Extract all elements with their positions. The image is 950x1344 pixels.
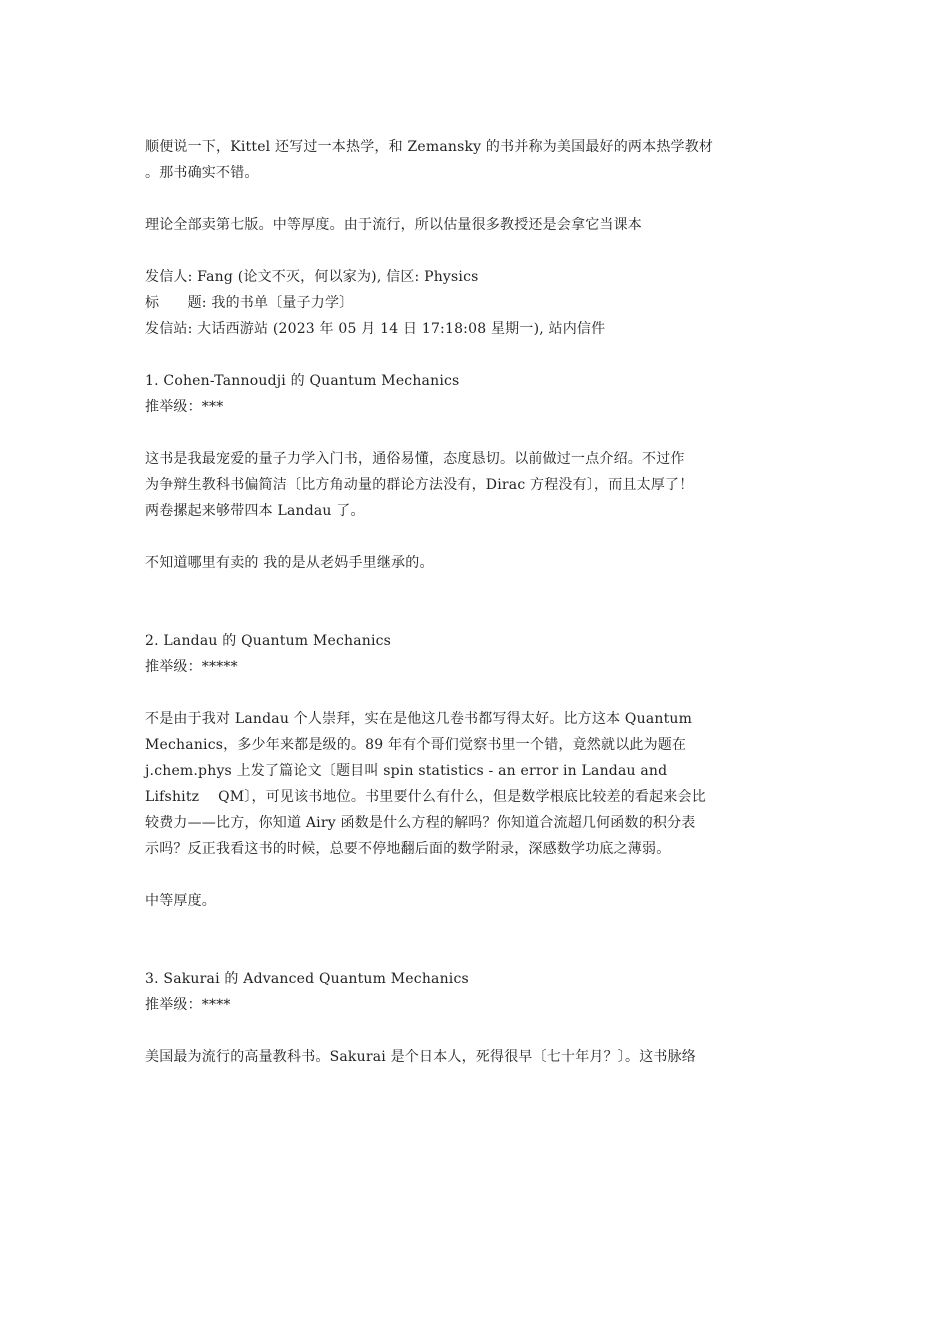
book-3-description bbox=[145, 1044, 805, 1070]
book-2-description bbox=[145, 706, 805, 862]
book-desc-line: 为争辩生教科书偏简洁〔比方角动量的群论方法没有，Dirac 方程没有〕，而且太厚了！ bbox=[145, 477, 694, 493]
post-subject-value: 我的书单〔量子力学〕 bbox=[211, 295, 354, 311]
book-3-heading bbox=[145, 966, 805, 1018]
book-title: 2. Landau 的 Quantum Mechanics bbox=[145, 633, 392, 649]
post-station: 发信站: 大话西游站 (2023 年 05 月 14 日 17:18:08 星期一), 站内信件 bbox=[145, 321, 606, 337]
book-1-note: 不知道哪里有卖的 我的是从老妈手里继承的。 bbox=[145, 555, 434, 571]
book-2-note: 中等厚度。 bbox=[145, 893, 216, 909]
theory-paragraph: 理论全部卖第七版。中等厚度。由于流行，所以估量很多教授还是会拿它当课本 bbox=[145, 217, 642, 233]
document-body bbox=[145, 134, 805, 1070]
book-1-description bbox=[145, 446, 805, 524]
book-desc-line: Lifshitz QM〕，可见该书地位。书里要什么有什么，但是数学根底比较差的看起来会比 bbox=[145, 789, 706, 805]
book-desc-line: 这书是我最宠爱的量子力学入门书，通俗易懂，态度恳切。以前做过一点介绍。不过作 bbox=[145, 451, 685, 467]
book-rating: 推举级：***** bbox=[145, 659, 238, 675]
book-title: 3. Sakurai 的 Advanced Quantum Mechanics bbox=[145, 971, 469, 987]
book-title: 1. Cohen-Tannoudji 的 Quantum Mechanics bbox=[145, 373, 460, 389]
book-desc-line: 不是由于我对 Landau 个人崇拜，实在是他这几卷书都写得太好。比方这本 Quantum bbox=[145, 711, 693, 727]
book-1-heading bbox=[145, 368, 805, 420]
post-subject-label: 标 题: bbox=[145, 295, 207, 311]
book-desc-line: 示吗？反正我看这书的时候，总要不停地翻后面的数学附录，深感数学功底之薄弱。 bbox=[145, 841, 671, 857]
book-desc-line: 两卷摞起来够带四本 Landau 了。 bbox=[145, 503, 365, 519]
kittel-paragraph bbox=[145, 134, 805, 186]
kittel-line-2: 。那书确实不错。 bbox=[145, 165, 259, 181]
book-desc-line: 较费力——比方，你知道 Airy 函数是什么方程的解吗？你知道合流超几何函数的积分表 bbox=[145, 815, 696, 831]
post-subject bbox=[145, 290, 805, 316]
post-header bbox=[145, 264, 805, 342]
book-rating: 推举级：**** bbox=[145, 997, 231, 1013]
kittel-line-1: 顺便说一下，Kittel 还写过一本热学，和 Zemansky 的书并称为美国最好的两本热学教材 bbox=[145, 139, 714, 155]
book-rating: 推举级：*** bbox=[145, 399, 224, 415]
post-sender: 发信人: Fang (论文不灭，何以家为), 信区: Physics bbox=[145, 269, 479, 285]
book-desc-line: Mechanics，多少年来都是级的。89 年有个哥们觉察书里一个错，竟然就以此为题在 bbox=[145, 737, 687, 753]
book-desc-line: j.chem.phys 上发了篇论文〔题目叫 spin statistics - an error in Landau and bbox=[145, 763, 668, 779]
book-2-heading bbox=[145, 628, 805, 680]
book-desc-line: 美国最为流行的高量教科书。Sakurai 是个日本人，死得很早〔七十年月？〕。这书脉络 bbox=[145, 1049, 697, 1065]
